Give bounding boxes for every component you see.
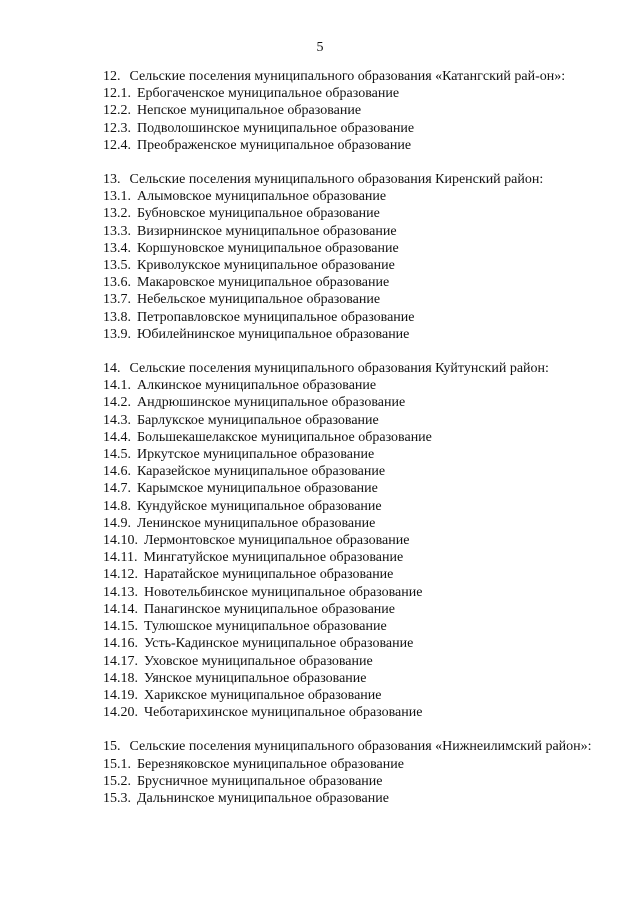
item-number: 14.9.	[103, 515, 131, 531]
list-item	[103, 756, 593, 773]
item-number: 14.20.	[103, 705, 138, 721]
document-body	[103, 68, 593, 807]
item-number: 13.3.	[103, 223, 131, 239]
item-number: 14.14.	[103, 601, 138, 617]
item-text: Преображенское муниципальное образование	[137, 137, 412, 153]
section-heading	[103, 360, 593, 377]
item-text: Ербогаченское муниципальное образование	[137, 86, 400, 102]
item-text: Барлукское муниципальное образование	[137, 412, 379, 428]
section-heading	[103, 171, 593, 188]
item-text: Ленинское муниципальное образование	[137, 515, 376, 531]
item-text: Брусничное муниципальное образование	[137, 773, 383, 789]
item-number: 13.6.	[103, 275, 131, 291]
item-number: 14.11.	[103, 550, 138, 566]
item-text: Криволукское муниципальное образование	[137, 258, 395, 274]
item-text: Уянское муниципальное образование	[144, 670, 367, 686]
item-number: 14.17.	[103, 653, 138, 669]
item-text: Харикское муниципальное образование	[144, 687, 382, 703]
item-number: 14.1.	[103, 378, 131, 394]
item-text: Визирнинское муниципальное образование	[137, 223, 397, 239]
list-item	[103, 498, 593, 515]
item-text: Подволошинское муниципальное образование	[137, 120, 415, 136]
list-item	[103, 618, 593, 635]
list-item	[103, 687, 593, 704]
item-number: 12.3.	[103, 120, 131, 136]
list-item	[103, 291, 593, 308]
item-number: 12.4.	[103, 137, 131, 153]
item-text: Бубновское муниципальное образование	[137, 206, 380, 222]
item-text: Уховское муниципальное образование	[144, 653, 373, 669]
item-text: Юбилейнинское муниципальное образование	[137, 326, 410, 342]
item-number: 13.1.	[103, 189, 131, 205]
list-item	[103, 653, 593, 670]
section-14	[103, 360, 593, 721]
item-number: 14.19.	[103, 687, 138, 703]
item-number: 14.18.	[103, 670, 138, 686]
item-number: 12.2.	[103, 103, 131, 119]
item-text: Новотельбинское муниципальное образование	[144, 584, 423, 600]
section-title: Сельские поселения муниципального образования «Катангский рай-он»:	[129, 69, 566, 84]
section-12	[103, 68, 593, 154]
item-number: 14.13.	[103, 584, 138, 600]
list-item	[103, 446, 593, 463]
list-item	[103, 463, 593, 480]
item-number: 12.1.	[103, 86, 131, 102]
list-item	[103, 704, 593, 721]
item-text: Усть-Кадинское муниципальное образование	[144, 636, 414, 652]
item-number: 13.8.	[103, 309, 131, 325]
list-item	[103, 412, 593, 429]
item-text: Чеботарихинское муниципальное образование	[144, 705, 423, 721]
item-text: Мингатуйское муниципальное образование	[143, 550, 404, 566]
item-number: 13.7.	[103, 292, 131, 308]
item-number: 13.4.	[103, 240, 131, 256]
item-text: Алымовское муниципальное образование	[137, 189, 387, 205]
item-number: 13.9.	[103, 326, 131, 342]
item-text: Коршуновское муниципальное образование	[137, 240, 399, 256]
section-title: Сельские поселения муниципального образования «Нижнеилимский район»:	[129, 739, 592, 755]
item-number: 14.5.	[103, 447, 131, 463]
item-number: 14.12.	[103, 567, 138, 583]
item-number: 14.15.	[103, 619, 138, 635]
item-text: Макаровское муниципальное образование	[137, 275, 390, 291]
item-text: Петропавловское муниципальное образование	[137, 309, 415, 325]
section-13	[103, 171, 593, 343]
section-15	[103, 738, 593, 807]
item-number: 14.3.	[103, 412, 131, 428]
list-item	[103, 102, 593, 119]
section-title: Сельские поселения муниципального образования Киренский район:	[129, 172, 544, 188]
item-text: Небельское муниципальное образование	[137, 292, 381, 308]
item-number: 14.4.	[103, 429, 131, 445]
item-text: Березняковское муниципальное образование	[137, 756, 404, 772]
list-item	[103, 137, 593, 154]
item-text: Наратайское муниципальное образование	[144, 567, 394, 583]
page-number: 5	[316, 40, 324, 55]
item-text: Лермонтовское муниципальное образование	[144, 533, 410, 549]
item-text: Андрюшинское муниципальное образование	[137, 395, 406, 411]
item-number: 14.2.	[103, 395, 131, 411]
item-text: Алкинское муниципальное образование	[137, 378, 377, 394]
section-number: 12.	[103, 69, 121, 84]
item-text: Кундуйское муниципальное образование	[137, 498, 382, 514]
list-item	[103, 377, 593, 394]
item-text: Каразейское муниципальное образование	[137, 464, 386, 480]
section-number: 15.	[103, 739, 121, 755]
section-number: 14.	[103, 361, 121, 377]
list-item	[103, 670, 593, 687]
item-number: 13.5.	[103, 258, 131, 274]
item-number: 15.2.	[103, 773, 131, 789]
list-item	[103, 635, 593, 652]
item-text: Тулюшское муниципальное образование	[144, 619, 387, 635]
list-item	[103, 188, 593, 205]
section-heading	[103, 68, 593, 85]
item-text: Иркутское муниципальное образование	[137, 447, 375, 463]
item-text: Дальнинское муниципальное образование	[137, 790, 389, 806]
item-text: Непское муниципальное образование	[137, 103, 362, 119]
item-number: 14.7.	[103, 481, 131, 497]
list-item	[103, 549, 593, 566]
list-item	[103, 601, 593, 618]
list-item	[103, 773, 593, 790]
item-number: 14.16.	[103, 636, 138, 652]
section-heading	[103, 738, 593, 755]
list-item	[103, 274, 593, 291]
item-number: 15.1.	[103, 756, 131, 772]
list-item	[103, 584, 593, 601]
list-item	[103, 223, 593, 240]
list-item	[103, 515, 593, 532]
item-number: 14.8.	[103, 498, 131, 514]
list-item	[103, 240, 593, 257]
list-item	[103, 309, 593, 326]
item-text: Большекашелакское муниципальное образование	[137, 429, 432, 445]
list-item	[103, 257, 593, 274]
list-item	[103, 394, 593, 411]
item-number: 14.10.	[103, 533, 138, 549]
list-item	[103, 120, 593, 137]
section-number: 13.	[103, 172, 121, 188]
list-item	[103, 205, 593, 222]
section-title: Сельские поселения муниципального образования Куйтунский район:	[129, 361, 549, 377]
list-item	[103, 566, 593, 583]
item-number: 14.6.	[103, 464, 131, 480]
list-item	[103, 326, 593, 343]
list-item	[103, 532, 593, 549]
list-item	[103, 790, 593, 807]
item-number: 13.2.	[103, 206, 131, 222]
list-item	[103, 480, 593, 497]
list-item	[103, 429, 593, 446]
item-number: 15.3.	[103, 790, 131, 806]
list-item	[103, 85, 593, 102]
item-text: Карымское муниципальное образование	[137, 481, 378, 497]
item-text: Панагинское муниципальное образование	[144, 601, 395, 617]
